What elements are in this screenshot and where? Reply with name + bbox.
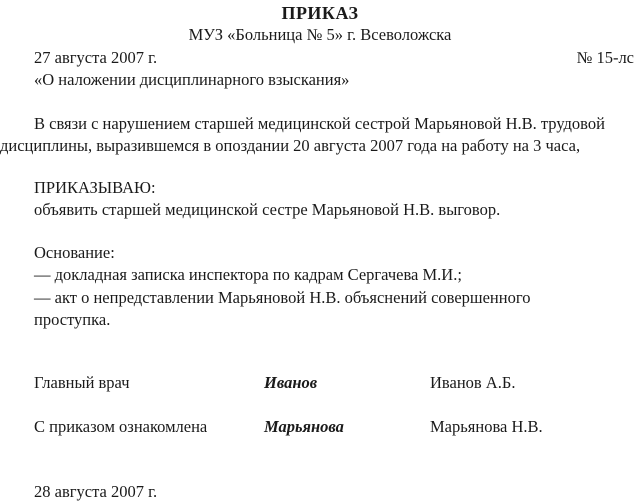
order-subject: «О наложении дисциплинарного взыскания» [34,70,350,89]
basis-title: Основание: [34,243,115,262]
signature-role: С приказом ознакомлена [34,417,208,436]
order-heading: ПРИКАЗЫВАЮ: [34,178,156,197]
basis-item: — акт о непредставлении Марьяновой Н.В. объяснений совершенного [34,288,531,307]
signature: Иванов [264,373,318,392]
reason-paragraph: В связи с нарушением старшей медицинской сестрой Марьяновой Н.В. трудовой дисциплины, выразившемся в опоздании 20 августа 2007 года на работу на 3 часа, [0,114,605,155]
document-title: ПРИКАЗ [281,3,359,23]
signatory-name: Марьянова Н.В. [430,417,543,436]
order-text: объявить старшей медицинской сестре Марьяновой Н.В. выговор. [34,200,501,219]
signature-role: Главный врач [34,373,130,392]
basis-item: — докладная записка инспектора по кадрам Сергачева М.И.; [34,265,462,284]
organization-name: МУЗ «Больница № 5» г. Всеволожска [188,25,452,44]
signature: Марьянова [264,417,344,436]
order-date: 27 августа 2007 г. [34,48,158,67]
order-number: № 15-лс [576,48,634,67]
acknowledgement-date: 28 августа 2007 г. [34,482,158,501]
signatory-name: Иванов А.Б. [430,373,516,392]
basis-item-continuation: проступка. [34,310,111,329]
